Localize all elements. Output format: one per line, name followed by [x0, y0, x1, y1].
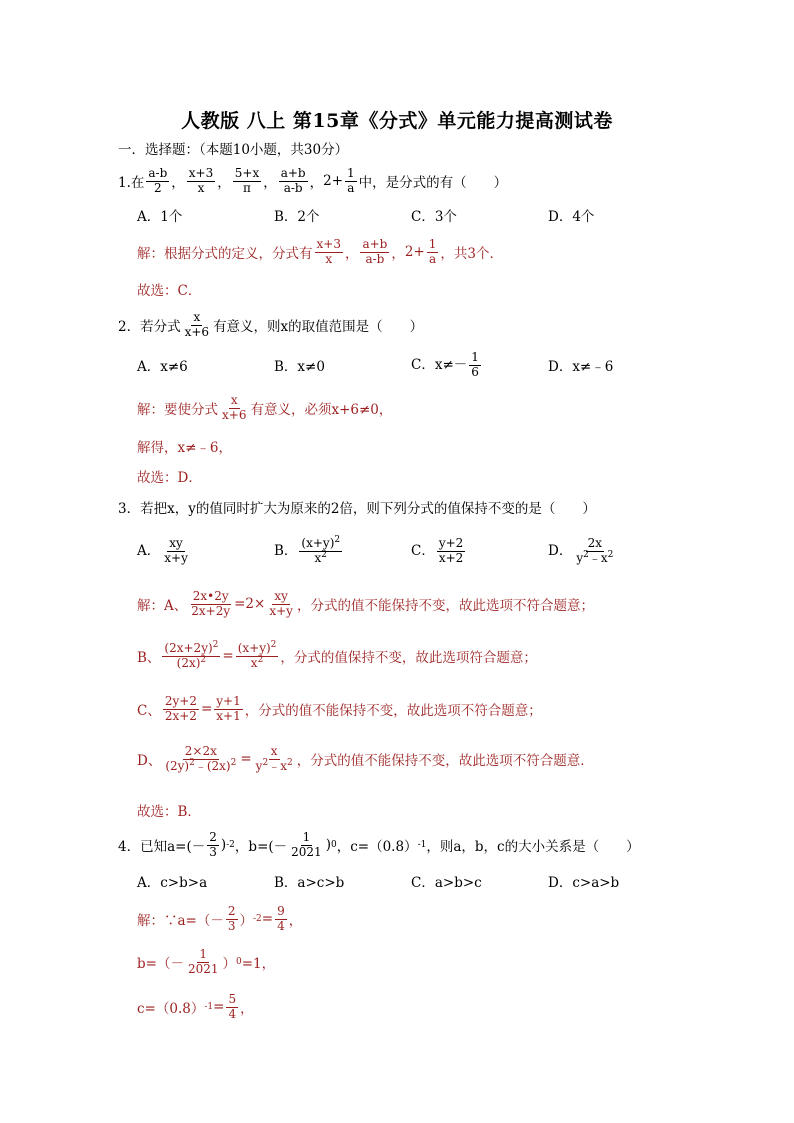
q1-option-b[interactable]: B．2个 — [274, 209, 320, 225]
question-1-stem: 1.在 $\frac{a-b}{2}$ ， $\frac{x+3}{x}$ ， $\frac{5+x}{\pi}$ ， $\frac{a+b}{a-b}$ ， 2+ $\frac{1}{a}$ 中，是分式的有（ ） — [118, 165, 508, 195]
q2-option-d[interactable]: D．x≠﹣6 — [548, 359, 614, 375]
question-2-options — [137, 348, 685, 382]
q3-solution-b: B、 $\frac{(2x+2y)^2}{(2x)^2}$ = $\frac{(x+y)^2}{x^2}$ ，分式的值保持不变，故此选项符合题意； — [137, 639, 537, 670]
q3-answer: 故选：B． — [137, 804, 201, 820]
q4-solution-b: b=（－ $\frac{1}{2021}$ ） 0 =1， — [137, 946, 276, 976]
question-2-stem: 2．若分式 $\frac{x}{x+6}$ 有意义，则x的取值范围是（ ） — [118, 309, 424, 339]
q1-option-d[interactable]: D．4个 — [548, 209, 595, 225]
q4-option-a[interactable]: A．c>b>a — [137, 875, 208, 891]
question-1-options — [137, 198, 685, 232]
question-3-stem: 3．若把x，y的值同时扩大为原来的2倍，则下列分式的值保持不变的是（ ） — [118, 501, 596, 517]
q4-option-d[interactable]: D．c>a>b — [548, 875, 620, 891]
q4-option-c[interactable]: C．a>b>c — [411, 875, 482, 891]
page-title: 人教版 八上 第15章《分式》单元能力提高测试卷 — [181, 110, 613, 132]
question-4-options — [137, 864, 685, 898]
q3-solution-a: 解：A、 $\frac{2x•2y}{2x+2y}$ =2× $\frac{xy}{x+y}$ ，分式的值不能保持不变，故此选项不符合题意； — [137, 588, 594, 618]
q4-option-b[interactable]: B．a>c>b — [274, 875, 345, 891]
q1-solution: 解：根据分式的定义，分式有 $\frac{x+3}{x}$ ， $\frac{a+b}{a-b}$ ， 2+ $\frac{1}{a}$ ，共3个． — [137, 236, 503, 266]
q1-frac-5: $\frac{1}{a}$ — [347, 165, 355, 195]
q2-solution-2: 解得，x≠﹣6， — [137, 440, 233, 456]
q4-solution-c: c=（0.8） -1 = $\frac{5}{4}$ ， — [137, 991, 254, 1021]
q1-frac-4: $\frac{a+b}{a-b}$ — [280, 165, 306, 195]
q3-solution-c: C、 $\frac{2y+2}{2x+2}$ = $\frac{y+1}{x+1}$ ，分式的值不能保持不变，故此选项不符合题意； — [137, 693, 542, 723]
question-4-stem: 4．已知a=(－ $\frac{2}{3}$ ) -2 ，b=(－ $\frac{1}{2021}$ ) 0 ，c=（0.8） -1 ，则a，b，c的大小关系是（ ） — [118, 829, 640, 859]
q1-post: 中，是分式的有（ ） — [358, 175, 508, 191]
question-3-options — [137, 534, 685, 568]
q2-option-b[interactable]: B．x≠0 — [274, 359, 325, 375]
q3-option-a[interactable]: A． $\frac{xy}{x+y}$ — [137, 535, 188, 565]
q1-frac-2: $\frac{x+3}{x}$ — [188, 165, 214, 195]
q2-answer: 故选：D． — [137, 470, 202, 486]
q1-option-c[interactable]: C．3个 — [411, 209, 457, 225]
q2-option-c[interactable]: C．x≠－ $\frac{1}{6}$ — [411, 349, 479, 379]
q1-answer: 故选：C． — [137, 283, 202, 299]
q2-solution: 解：要使分式 $\frac{x}{x+6}$ 有意义，必须x+6≠0， — [137, 392, 393, 422]
q1-option-a[interactable]: A．1个 — [137, 209, 183, 225]
q1-pre: 1.在 — [118, 175, 145, 191]
section-heading: 一．选择题：（本题10小题，共30分） — [118, 142, 349, 158]
q3-solution-d: D、 $\frac{2\times 2x}{(2y)^2﹣(2x)^2}$ = $\frac{x}{y^2﹣x^2}$ ，分式的值不能保持不变，故此选项不符合题意． — [137, 743, 594, 773]
q1-frac-3: $\frac{5+x}{\pi}$ — [234, 165, 260, 195]
q3-option-c[interactable]: C． $\frac{y+2}{x+2}$ — [411, 535, 464, 565]
q1-tail: 2+ — [323, 173, 344, 189]
q3-option-d[interactable]: D． $\frac{2x}{y^2﹣x^2}$ — [548, 535, 614, 565]
q1-frac-1: $\frac{a-b}{2}$ — [148, 165, 168, 195]
q2-option-a[interactable]: A．x≠6 — [137, 359, 188, 375]
q3-option-b[interactable]: B． $\frac{(x+y)^2}{x^2}$ — [274, 534, 341, 565]
q4-solution-a: 解：∵a=（－ $\frac{2}{3}$ ） -2 = $\frac{9}{4}$ ， — [137, 903, 303, 933]
